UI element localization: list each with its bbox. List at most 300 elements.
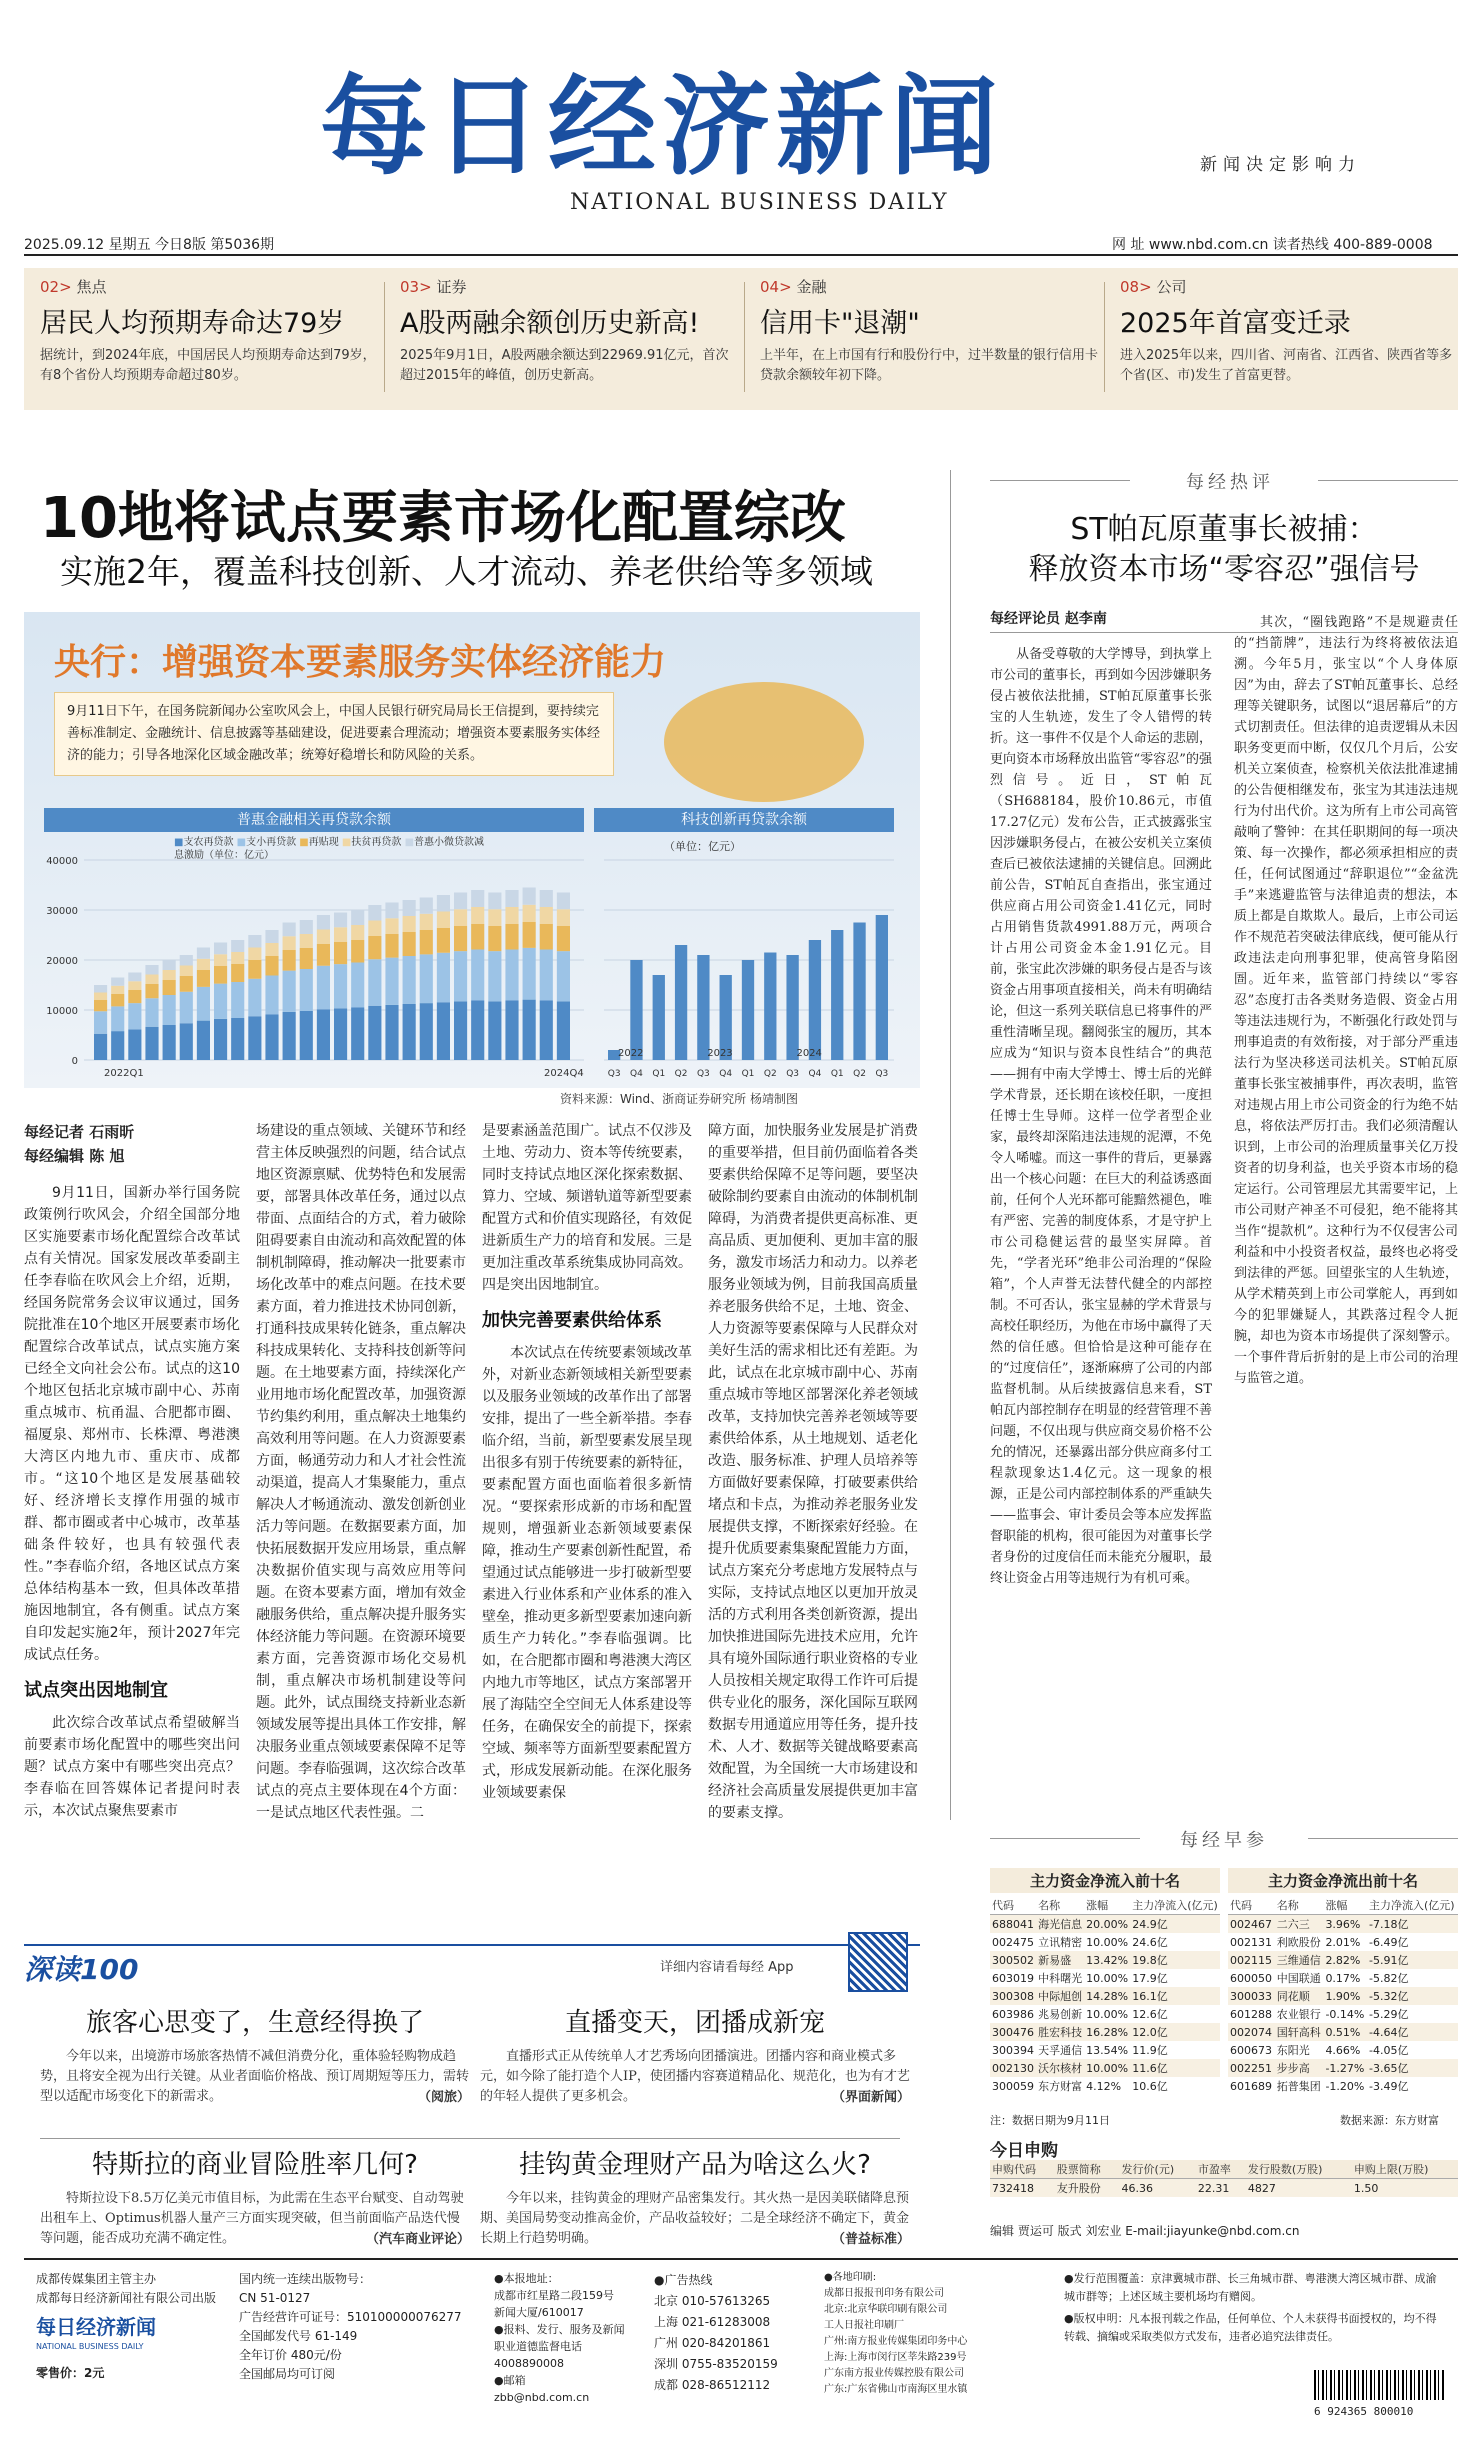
- bar-segment: [368, 959, 381, 1006]
- footer-line: ●版权申明：凡本报刊载之作品，任何单位、个人未获得书面授权的，均不得转载、摘编或采取类似方式发布，违者必追究法律责任。: [1064, 2312, 1437, 2343]
- bar-segment: [283, 971, 296, 1012]
- footer-line: 全国邮发代号 61-149: [239, 2329, 358, 2343]
- app-prompt: 详细内容请看每经 App: [660, 1960, 794, 1975]
- divider: [384, 282, 385, 392]
- bar-segment: [505, 1001, 518, 1061]
- table-cell: 天孚通信: [1038, 2044, 1083, 2057]
- bar-segment: [385, 934, 398, 958]
- bar-segment: [128, 973, 141, 982]
- bar: [809, 940, 821, 1060]
- bar-segment: [111, 986, 124, 994]
- bar-segment: [163, 970, 176, 980]
- lead-paragraph: 9月11日，国新办举行国务院政策例行吹风会，介绍全国部分地区实施要素市场化配置综合改革试点有关情况。国家发展改革委副主任李春临在吹风会上介绍，近期，经国务院常务会议审议通过，国务院批准在10个地区开展要素市场化配置综合改革试点，试点实施方案已经全文向社会公布。试点的这10个地区包括北京城市副中心、苏南重点城市、杭甬温、合肥都市圈、福厦泉、郑州市、长株潭、粤港澳大湾区内地九市、重庆市、成都市。“这10个地区是发展基础较好、经济增长支撑作用强的城市群、都市圈或者中心城市，改革基础条件较好，也具有较强代表性。”李春临介绍，各地区试点方案总体结构基本一致，但具体改革措施因地制宜，各有侧重。试点方案自印发起实施2年，预计2027年完成试点任务。: [24, 1185, 240, 1663]
- teaser-page: 08>: [1120, 278, 1152, 296]
- bar-segment: [557, 893, 570, 910]
- footer-logo: 每日经济新闻: [36, 2315, 156, 2339]
- x-tick-label: Q3: [875, 1069, 889, 1079]
- table-header: 主力净流入(亿元): [1367, 1896, 1458, 1915]
- bar-segment: [368, 1006, 381, 1060]
- footer-logo-en: NATIONAL BUSINESS DAILY: [36, 2342, 144, 2351]
- x-tick-label: Q3: [607, 1069, 621, 1079]
- footer: [24, 2258, 1458, 2418]
- bar-segment: [180, 1023, 193, 1060]
- teaser-page: 04>: [760, 278, 792, 296]
- bar-segment: [540, 1001, 553, 1061]
- table-cell: 胜宏科技: [1036, 2023, 1084, 2041]
- table-cell: 农业银行: [1276, 2008, 1321, 2021]
- deep-item-3[interactable]: [40, 2144, 470, 2249]
- bar-segment: [214, 984, 227, 1019]
- bar-segment: [368, 936, 381, 959]
- footer-ad-lines: [654, 2270, 814, 2396]
- table-cell: 东方财富: [1038, 2080, 1083, 2093]
- bar-segment: [180, 976, 193, 992]
- lead-subhead: 试点突出因地制宜: [24, 1680, 168, 1701]
- legend-item: 支农再贷款: [183, 837, 234, 848]
- deep-source: （界面新闻）: [831, 2089, 910, 2104]
- footer-line: 广东:广东省佛山市南海区里水镇: [824, 2384, 968, 2395]
- table-cell: 603986: [992, 2007, 1034, 2021]
- deep-text: 特斯拉设下8.5万亿美元市值目标，为此需在生态平台赋变、自动驾驶出租车上、Optimus机器人量产三方面实现突破，但当前面临产品迭代慢等问题，能否成功充满不确定性。: [40, 2191, 464, 2246]
- table-cell: -5.91亿: [1367, 1951, 1458, 1969]
- table-row[interactable]: [990, 1915, 1220, 1934]
- bar-segment: [403, 932, 416, 956]
- table-row[interactable]: [990, 2059, 1220, 2077]
- bar-segment: [403, 900, 416, 916]
- bar-segment: [214, 1019, 227, 1060]
- ipo-cell: 友升股份: [1055, 2179, 1120, 2198]
- table-row[interactable]: [1228, 2023, 1458, 2041]
- ipo-col: 股票简称: [1055, 2160, 1120, 2179]
- bar-segment: [505, 950, 518, 1001]
- bar-segment: [351, 925, 364, 940]
- table-row[interactable]: [1228, 2059, 1458, 2077]
- bar-segment: [368, 921, 381, 937]
- year-label: 2022: [618, 1048, 644, 1059]
- teaser-strip: [24, 268, 1458, 410]
- table-cell: 中国联通: [1276, 1972, 1321, 1985]
- table-row[interactable]: [1228, 2041, 1458, 2059]
- x-tick-label: Q2: [853, 1069, 866, 1079]
- bar-segment: [214, 954, 227, 966]
- bar-segment: [488, 1001, 501, 1060]
- bar: [697, 955, 709, 1060]
- table-cell: 002115: [1228, 1951, 1275, 1969]
- bar-segment: [420, 898, 433, 914]
- table-cell: -3.49亿: [1369, 2080, 1409, 2093]
- bar-segment: [471, 924, 484, 950]
- table-cell: 2.82%: [1323, 1951, 1367, 1969]
- bar: [675, 945, 687, 1060]
- bar-segment: [471, 907, 484, 924]
- table-cell: 13.42%: [1084, 1951, 1130, 1969]
- table-cell: 三维通信: [1275, 1951, 1324, 1969]
- bar-segment: [420, 1003, 433, 1060]
- table-cell: 立讯精密: [1038, 1936, 1083, 1949]
- bar-segment: [420, 914, 433, 930]
- bar-segment: [300, 920, 313, 934]
- footer-line: 国内统一连续出版物号：: [239, 2272, 372, 2286]
- table-cell: 拓普集团: [1276, 2080, 1321, 2093]
- bar-segment: [471, 1001, 484, 1061]
- table-row[interactable]: [1228, 1915, 1458, 1934]
- divider: [1104, 282, 1105, 392]
- bar-segment: [265, 976, 278, 1015]
- teaser-section: 金融: [796, 278, 827, 296]
- legend-item: 普惠小微贷款减息激励（单位：亿元）: [174, 837, 485, 861]
- bar-segment: [180, 992, 193, 1024]
- bar-segment: [94, 1011, 107, 1034]
- table-row[interactable]: [1228, 1987, 1458, 2005]
- bar-segment: [128, 981, 141, 990]
- bar: [630, 960, 642, 1060]
- bar-segment: [454, 926, 467, 951]
- table-row[interactable]: [990, 2023, 1220, 2041]
- bar-segment: [420, 954, 433, 1003]
- bar-segment: [265, 943, 278, 956]
- table-cell: 沃尔核材: [1036, 2059, 1084, 2077]
- table-cell: -1.20%: [1325, 2079, 1365, 2093]
- bar-segment: [385, 1005, 398, 1060]
- footer-line: ●各地印刷:: [824, 2272, 877, 2283]
- bar-segment: [334, 927, 347, 942]
- x-tick-label: 2022Q1: [104, 1068, 144, 1079]
- bar-segment: [557, 1001, 570, 1060]
- table-cell: 10.6亿: [1132, 2080, 1168, 2093]
- bar-segment: [248, 935, 261, 948]
- table-cell: -4.05亿: [1369, 2044, 1409, 2057]
- qr-code-icon[interactable]: [848, 1932, 908, 1992]
- lead-paragraph: 是要素涵盖范围广。试点不仅涉及土地、劳动力、资本等传统要素，同时支持试点地区深化探索数据、算力、空域、频谱轨道等新型要素配置方式和价值实现路径，有效促进新质生产力的培育和发展。三是更加注重改革系统集成协同高效。四是突出因地制宜。: [482, 1123, 692, 1293]
- footer-registration: [239, 2270, 469, 2384]
- barcode-icon: [1314, 2370, 1444, 2400]
- bar-segment: [231, 1018, 244, 1060]
- table-header: 涨幅: [1323, 1896, 1367, 1915]
- table-cell: 19.8亿: [1130, 1951, 1220, 1969]
- y-tick-label: 0: [71, 1056, 78, 1067]
- bar-segment: [317, 966, 330, 1010]
- infographic: [24, 612, 920, 1088]
- bar-segment: [540, 890, 553, 907]
- bar-segment: [437, 1002, 450, 1060]
- teaser-page: 02>: [40, 278, 72, 296]
- table-cell: 300394: [992, 2043, 1034, 2057]
- footer-line: 广告经营许可证号：510100000076277: [239, 2310, 462, 2324]
- bar-segment: [505, 907, 518, 924]
- bar-segment: [145, 984, 158, 998]
- table-cell: 二六三: [1275, 1915, 1324, 1934]
- bar-segment: [163, 960, 176, 970]
- table-cell: 20.00%: [1084, 1915, 1130, 1934]
- table-cell: 002467: [1228, 1915, 1275, 1934]
- bar-segment: [128, 1003, 141, 1029]
- deep-headline: 挂钩黄金理财产品为啥这么火?: [519, 2150, 871, 2180]
- teaser-headline: A股两融余额创历史新高!: [400, 308, 700, 339]
- table-cell: -7.18亿: [1367, 1915, 1458, 1934]
- bar-segment: [437, 928, 450, 953]
- table-cell: 12.6亿: [1132, 2008, 1168, 2021]
- masthead-english: NATIONAL BUSINESS DAILY: [570, 190, 949, 215]
- bar-segment: [505, 890, 518, 907]
- y-tick-label: 30000: [46, 906, 78, 917]
- lead-column-1: [24, 1120, 240, 1822]
- table-cell: -6.49亿: [1369, 1936, 1409, 1949]
- table-cell: 2.01%: [1325, 1935, 1361, 1949]
- table-cell: 步步高: [1275, 2059, 1324, 2077]
- column-divider: [950, 470, 951, 1820]
- bar-segment: [334, 913, 347, 928]
- commentary-headline[interactable]: [990, 510, 1458, 590]
- ipo-title: 今日申购: [990, 2141, 1058, 2161]
- bar-segment: [94, 1034, 107, 1060]
- table-cell: 16.28%: [1084, 2023, 1130, 2041]
- footer-line: 4008890008: [494, 2357, 564, 2370]
- bar-segment: [540, 907, 553, 924]
- website-line: 网 址 www.nbd.com.cn 读者热线 400-889-0008: [1112, 237, 1433, 253]
- lead-column-3: [482, 1120, 692, 1804]
- table-header: 名称: [1275, 1896, 1324, 1915]
- table-cell: 300502: [990, 1951, 1036, 1969]
- bar-segment: [454, 1001, 467, 1060]
- deep-divider: [40, 2138, 900, 2139]
- bar-segment: [163, 995, 176, 1025]
- reporter-byline: 每经记者 石雨昕: [24, 1123, 135, 1141]
- bar-segment: [454, 909, 467, 926]
- footer-printers: [824, 2270, 1054, 2398]
- table-row[interactable]: [990, 1987, 1220, 2005]
- table-cell: 688041: [990, 1915, 1036, 1934]
- footer-line: 全年订价 480元/份: [239, 2348, 342, 2362]
- table-cell: 1.90%: [1323, 1987, 1367, 2005]
- footer-line: 上海 021-61283008: [654, 2315, 771, 2329]
- table-row[interactable]: [990, 2005, 1220, 2023]
- footer-publisher: [36, 2270, 226, 2383]
- table-row[interactable]: [990, 1969, 1220, 1987]
- deep-text: 今年以来，出境游市场旅客热情不减但消费分化，重体验轻购物成趋势，且将安全视为出行关键。从业者面临价格战、预订周期短等压力，需转型以适配市场变化下的新需求。: [40, 2049, 470, 2104]
- bar-segment: [283, 923, 296, 937]
- table-row[interactable]: [1228, 1969, 1458, 1987]
- bar-segment: [145, 975, 158, 985]
- legend-item: 支小再贷款: [246, 837, 297, 848]
- bar-segment: [163, 1025, 176, 1060]
- bar-segment: [334, 942, 347, 964]
- table-cell: 中科曙光: [1038, 1972, 1083, 1985]
- bar: [831, 930, 843, 1060]
- bar-segment: [471, 950, 484, 1001]
- bar-segment: [488, 926, 501, 951]
- bar-segment: [231, 952, 244, 964]
- x-tick-label: Q1: [652, 1069, 666, 1079]
- ipo-col: 申购代码: [990, 2160, 1055, 2179]
- table-row[interactable]: [990, 2077, 1220, 2095]
- deep-item-1[interactable]: [40, 2002, 470, 2107]
- year-label: 2023: [707, 1048, 733, 1059]
- bar-segment: [248, 960, 261, 979]
- ipo-cell: 732418: [990, 2179, 1055, 2198]
- footer-line: CN 51-0127: [239, 2291, 311, 2305]
- bar-segment: [197, 959, 210, 970]
- x-tick-label: Q2: [763, 1069, 777, 1079]
- bar-segment: [351, 1008, 364, 1061]
- morning-header: 每经早参: [1180, 1830, 1268, 1851]
- editor-credit: 编辑 贾运可 版式 刘宏业 E-mail:jiayunke@nbd.com.cn: [990, 2224, 1300, 2238]
- table-cell: 14.28%: [1084, 1987, 1130, 2005]
- deep-rule: [24, 1944, 920, 1946]
- commentary-paragraph: 从备受尊敬的大学博导，到执掌上市公司的董事长，再到如今因涉嫌职务侵占被依法批捕，ST帕瓦原董事长张宝的人生轨迹，发生了令人错愕的转折。这一事件不仅是个人命运的悲剧，更向资本市场释放出监管“零容忍”的强烈信号。近日，ST帕瓦（SH688184，股价10.86元，市值17.27亿元）发布公告，正式披露张宝因涉嫌职务侵占，在被公安机关立案侦查后已被依法逮捕的关键信息。回溯此前公告，ST帕瓦自查指出，张宝通过供应商占用公司资金1.41亿元，同时占用销售货款4991.88万元，两项合计占用公司资金本金1.91亿元。目前，张宝此次涉嫌的职务侵占是否与该资金占用事项直接相关，尚未有明确结论，但这一系列关联信息已将事件的严重性清晰呈现。翻阅张宝的履历，其本应成为“知识与资本良性结合”的典范——拥有中南大学博士、博士后的光鲜学术背景，还长期在该校任职，一度担任博士生导师。这样一位学者型企业家，最终却深陷违法违规的泥潭，不免令人唏嘘。而这一事件的背后，更暴露出一个核心问题：在巨大的利益诱惑面前，任何个人光环都可能黯然褪色，唯有严密、完善的制度体系，才是守护上市公司稳健运营的最坚实屏障。首先，“学者光环”绝非公司治理的“保险箱”，个人声誉无法替代健全的内部控制。不可否认，张宝显赫的学术背景与高校任职经历，为他在市场中赢得了天然的信任感。但恰恰是这种可能存在的“过度信任”，逐渐麻痹了公司的内部监督机制。从后续披露信息来看，ST帕瓦内部控制存在明显的经营管理不善问题，不仅出现与供应商交易价格不公允的情况，还暴露出部分供应商多付工程款现象达1.4亿元。这一现象的根源，正是公司内部控制体系的严重缺失——监事会、审计委员会等本应发挥监督职能的机构，很可能因为对董事长学者身份的过度信任而未能充分履职，最终让资金占用等违规行为有机可乘。: [990, 647, 1212, 1586]
- table-cell: 海光信息: [1036, 1915, 1084, 1934]
- footer-line: 广州:南方报业传媒集团印务中心: [824, 2336, 968, 2347]
- table-row[interactable]: [1228, 2077, 1458, 2095]
- x-tick-label: Q4: [630, 1069, 643, 1079]
- table-cell: 601689: [1230, 2079, 1272, 2093]
- table-cell: -5.82亿: [1369, 1972, 1409, 1985]
- table-cell: 10.00%: [1086, 1971, 1129, 1985]
- bar-segment: [214, 966, 227, 984]
- bar-segment: [231, 982, 244, 1018]
- teaser-4[interactable]: [1120, 276, 1460, 386]
- footer-line: ●本报地址：: [494, 2272, 559, 2285]
- deep-source: （阅旅）: [417, 2089, 470, 2104]
- table-row[interactable]: [990, 1933, 1220, 1951]
- table-cell: -4.64亿: [1367, 2023, 1458, 2041]
- coin-illustration: [664, 682, 864, 802]
- bar-segment: [231, 940, 244, 952]
- teaser-3[interactable]: [760, 276, 1100, 386]
- footer-line: 广东南方报业传媒控股有限公司: [824, 2368, 964, 2379]
- infographic-text: 9月11日下午，在国务院新闻办公室吹风会上，中国人民银行研究局局长王信提到，要持续完善标准制定、金融统计、信息披露等基础建设，促进要素合理流动；增强资本要素服务实体经济的能力；引导各地深化区域金融改革；统筹好稳增长和防风险的关系。: [54, 692, 614, 776]
- bar-segment: [385, 918, 398, 934]
- header-rule: [1308, 1838, 1458, 1839]
- dateline: 2025.09.12 星期五 今日8版 第5036期: [24, 237, 275, 253]
- table-cell: 300476: [990, 2023, 1036, 2041]
- bar-segment: [317, 915, 330, 930]
- bar-segment: [300, 1011, 313, 1060]
- teaser-1[interactable]: [40, 276, 380, 386]
- bar-segment: [265, 1015, 278, 1061]
- bar-segment: [265, 956, 278, 976]
- deep-text: 今年以来，挂钩黄金的理财产品密集发行。其火热一是因美联储降息预期、美国局势变动推高金价，产品收益较好；二是全球经济不确定下，黄金长期上行趋势明确。: [480, 2191, 910, 2246]
- table-row[interactable]: [1228, 1933, 1458, 1951]
- lead-column-4: [708, 1120, 918, 1824]
- deep-headline: 直播变天，团播成新宠: [564, 2008, 825, 2038]
- bar-segment: [214, 943, 227, 955]
- table-cell: 12.0亿: [1130, 2023, 1220, 2041]
- table-cell: -3.65亿: [1367, 2059, 1458, 2077]
- x-tick-label: Q3: [786, 1069, 800, 1079]
- bar-segment: [351, 940, 364, 963]
- lead-headline[interactable]: 10地将试点要素市场化配置综改: [40, 486, 846, 551]
- bar-segment: [540, 924, 553, 950]
- bar-segment: [334, 964, 347, 1008]
- table-cell: 同花顺: [1275, 1987, 1324, 2005]
- teaser-section: 焦点: [76, 278, 107, 296]
- teaser-headline: 居民人均预期寿命达79岁: [40, 308, 345, 339]
- table-cell: 利欧股份: [1276, 1936, 1321, 1949]
- lead-column-2: [256, 1120, 466, 1824]
- x-tick-label: Q4: [719, 1069, 733, 1079]
- table-cell: 4.12%: [1086, 2079, 1122, 2093]
- table-row[interactable]: [990, 1951, 1220, 1969]
- ipo-col: 市盈率: [1196, 2160, 1246, 2179]
- table-cell: 002074: [1228, 2023, 1275, 2041]
- bar-segment: [437, 912, 450, 929]
- deep-source: （普益标准）: [831, 2231, 910, 2246]
- left-chart-title: 普惠金融相关再贷款余额: [44, 808, 584, 832]
- footer-line: 成都市红星路二段159号: [494, 2289, 614, 2302]
- table-cell: 002475: [992, 1935, 1034, 1949]
- commentary-column-2: [1234, 612, 1458, 1389]
- infographic-caption: 资料来源：Wind、浙商证券研究所 杨靖制图: [560, 1092, 798, 1106]
- masthead-title: 每日经济新闻: [320, 64, 1005, 190]
- bar-segment: [94, 993, 107, 1001]
- table-row[interactable]: [1228, 1951, 1458, 1969]
- commentary-headline-line2: 释放资本市场“零容忍”强信号: [1028, 552, 1420, 587]
- deep-source: （汽车商业评论）: [365, 2231, 470, 2246]
- table-row[interactable]: [1228, 2005, 1458, 2023]
- table-cell: 10.00%: [1086, 2007, 1129, 2021]
- header-rule: [990, 480, 1130, 481]
- table-cell: -1.27%: [1323, 2059, 1367, 2077]
- table-row[interactable]: [990, 2041, 1220, 2059]
- bar-segment: [145, 1027, 158, 1060]
- table-cell: -0.14%: [1325, 2007, 1365, 2021]
- bar-segment: [351, 963, 364, 1008]
- bar-segment: [145, 965, 158, 975]
- commentary-header: 每经热评: [1186, 472, 1274, 493]
- footer-line: 北京 010-57613265: [654, 2294, 771, 2308]
- bar-segment: [300, 969, 313, 1011]
- teaser-section: 证券: [436, 278, 467, 296]
- bar-segment: [368, 905, 381, 921]
- bar-segment: [557, 909, 570, 926]
- commentary-paragraph: 其次，“圈钱跑路”不是规避责任的“挡箭牌”，违法行为终将被依法追溯。今年5月，张宝以“个人身体原因”为由，辞去了ST帕瓦董事长、总经理等关键职务，试图以“退居幕后”的方式切割责任。但法律的追责逻辑从未因职务变更而中断，仅仅几个月后，公安机关立案侦查，检察机关依法批准逮捕的公告便相继发布，张宝为其违法违规行为付出代价。这为所有上市公司高管敲响了警钟：在其任职期间的每一项决策、每一次操作，都必须承担相应的责任，任何试图通过“辞职退位”“金盆洗手”来逃避监管与法律追责的想法，本质上都是自欺欺人。最后，上市公司运作不规范若突破法律底线，便可能从行政违法走向刑事犯罪，使高管身陷囹圄。近年来，监管部门持续以“零容忍”态度打击各类财务造假、资金占用等违法违规行为，不断强化行政处罚与刑事追责的有效衔接，对于部分严重违法行为坚决移送司法机关。ST帕瓦原董事长张宝被捕事件，再次表明，监管对违规占用上市公司资金的行为绝不姑息，将依法严厉打击。我们必须清醒认识到，上市公司的治理质量事关亿万投资者的切身利益，也关乎资本市场的稳定运行。公司管理层尤其需要牢记，上市公司财产神圣不可侵犯，绝不能将其当作“提款机”。这种行为不仅侵害公司利益和中小投资者权益，最终也必将受到法律的严惩。回望张宝的人生轨迹，从学术精英到上市公司掌舵人，再到如今的犯罪嫌疑人，其跌落过程令人扼腕，却也为资本市场提供了深刻警示。一个事件背后折射的是上市公司的治理与监管之道。: [1234, 615, 1458, 1386]
- teaser-text: 上半年，在上市国有行和股份行中，过半数量的银行信用卡贷款余额较年初下降。: [760, 348, 1099, 383]
- bar: [653, 975, 665, 1060]
- bar-segment: [403, 916, 416, 932]
- table-cell: 16.1亿: [1130, 1987, 1220, 2005]
- bar-segment: [248, 1016, 261, 1060]
- deep-item-4[interactable]: [480, 2144, 910, 2249]
- ipo-col: 发行股数(万股): [1246, 2160, 1352, 2179]
- outflow-title: 主力资金净流出前十名: [1228, 1868, 1458, 1893]
- bar: [742, 960, 754, 1060]
- bar-segment: [197, 948, 210, 959]
- table-cell: -5.32亿: [1367, 1987, 1458, 2005]
- data-date-note: 注：数据日期为9月11日: [990, 2114, 1110, 2127]
- teaser-text: 据统计，到2024年底，中国居民人均预期寿命达到79岁，有8个省份人均预期寿命超过80岁。: [40, 348, 376, 383]
- table-cell: 11.6亿: [1130, 2059, 1220, 2077]
- bar-segment: [317, 930, 330, 945]
- teaser-headline: 信用卡"退潮": [760, 308, 920, 339]
- table-cell: 3.96%: [1323, 1915, 1367, 1934]
- table-cell: 600673: [1230, 2043, 1272, 2057]
- table-cell: 11.9亿: [1132, 2044, 1168, 2057]
- teaser-2[interactable]: [400, 276, 740, 386]
- teaser-text: 进入2025年以来，四川省、河南省、江西省、陕西省等多个省(区、市)发生了首富更替。: [1120, 348, 1453, 383]
- deep-item-2[interactable]: [480, 2002, 910, 2107]
- bar-segment: [523, 948, 536, 1000]
- x-tick-label: Q3: [696, 1069, 710, 1079]
- bar-segment: [317, 944, 330, 966]
- bar-segment: [403, 1004, 416, 1060]
- bar: [764, 953, 776, 1061]
- ipo-cell: 4827: [1246, 2179, 1352, 2198]
- bar-segment: [197, 987, 210, 1021]
- lead-subheadline: 实施2年，覆盖科技创新、人才流动、养老供给等多领域: [60, 552, 873, 591]
- bar-segment: [437, 895, 450, 912]
- lead-paragraph: 障方面，加快服务业发展是扩消费的重要举措，但目前仍面临着各类要素供给保障不足等问题，要坚决破除制约要素自由流动的体制机制障碍，为消费者提供更高标准、更高品质、更加便利、更加丰富的服务，激发市场活力和动力。以养老服务业领域为例，目前我国高质量养老服务供给不足，土地、资金、人力资源等要素保障与人民群众对美好生活的需求相比还有差距。为此，试点在北京城市副中心、苏南重点城市等地区部署深化养老领域改革，支持加快完善养老领域等要素供给体系，从土地规划、适老化改造、服务标准、护理人员培养等方面做好要素保障，打破要素供给堵点和卡点，为推动养老服务业发展提供支撑，不断探索好经验。在提升优质要素集聚配置能力方面，试点方案充分考虑地方发展特点与实际，支持试点地区以更加开放灵活的方式利用各类创新资源，提出加快推进国际先进技术应用，允许具有境外国际通行职业资格的专业人员按相关规定取得工作许可后提供专业化的服务，深化国际互联网数据专用通道应用等任务，提升技术、人才、数据等关键战略要素高效配置，为全国统一大市场建设和经济社会高质量发展提供更加丰富的要素支撑。: [708, 1123, 918, 1821]
- ipo-col: 申购上限(万股): [1352, 2160, 1458, 2179]
